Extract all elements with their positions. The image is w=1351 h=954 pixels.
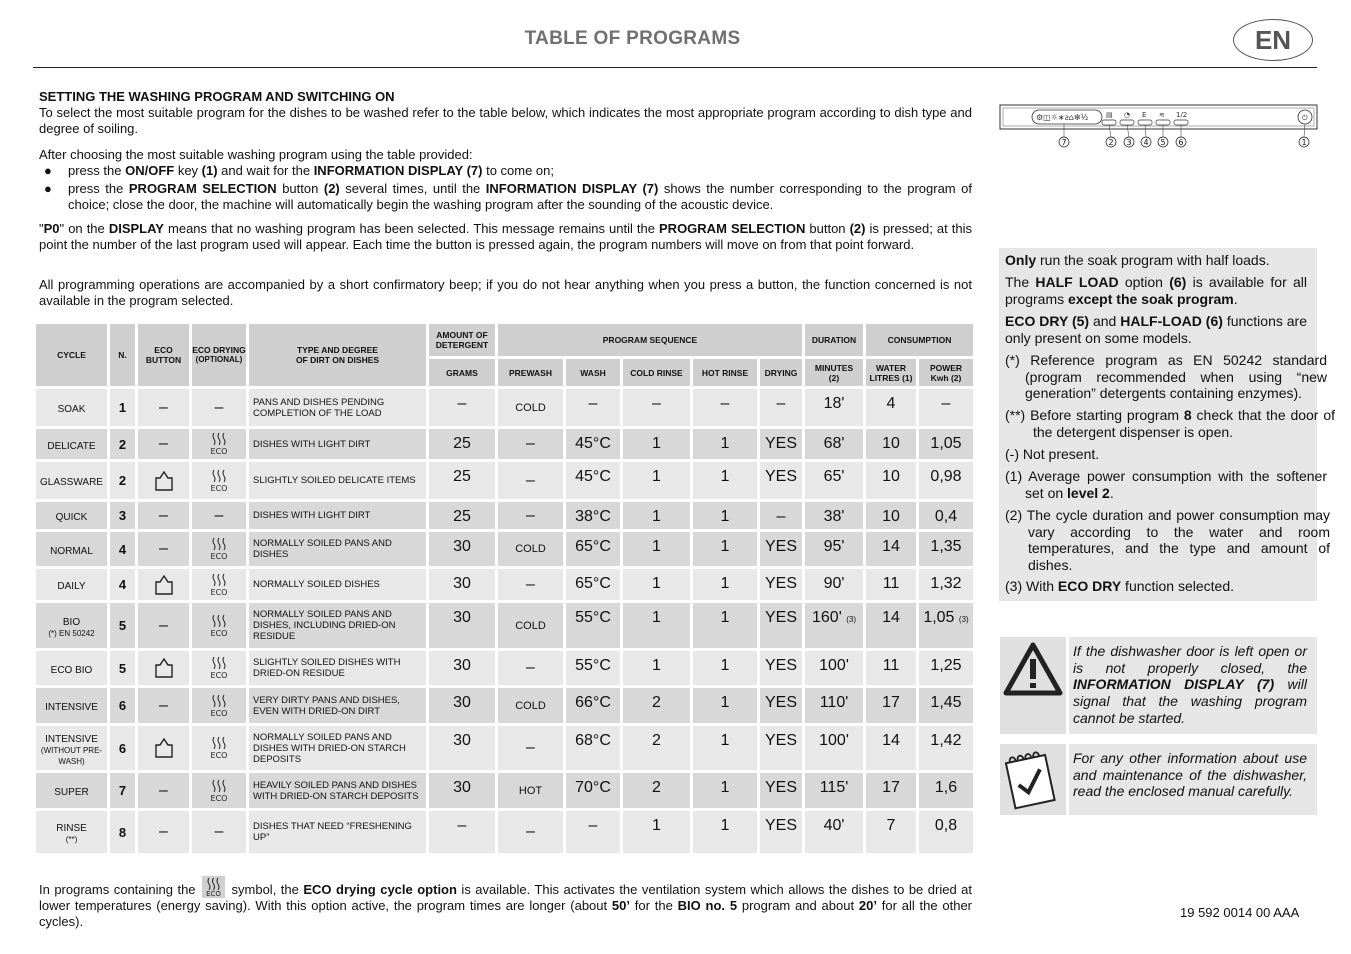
cell-drying: YES [760, 462, 802, 499]
table-row [36, 811, 973, 853]
eco-button-icon [154, 657, 174, 679]
cell-eco-button: – [138, 389, 189, 426]
cell-power: 1,35 [919, 532, 973, 566]
cell-eco-drying [192, 462, 246, 499]
cell-hot-rinse: 1 [693, 502, 757, 529]
cell-grams: 30 [429, 569, 495, 600]
table-row [36, 688, 973, 723]
svg-text:◔: ◔ [1124, 111, 1131, 119]
cell-hot-rinse: 1 [693, 726, 757, 770]
cell-water: 17 [866, 773, 916, 808]
cell-wash: 45°C [566, 429, 620, 459]
note: (3) With ECO DRY function selected. [1005, 578, 1235, 594]
cell-power: 1,42 [919, 726, 973, 770]
cell-wash: 70°C [566, 773, 620, 808]
cell-drying: YES [760, 651, 802, 685]
table-row [36, 429, 973, 459]
cell-water: 14 [866, 603, 916, 648]
cell-eco-button: – [138, 532, 189, 566]
cell-wash: – [566, 811, 620, 853]
cell-minutes: 90' [805, 569, 863, 600]
page-title: TABLE OF PROGRAMS [524, 28, 741, 49]
eco-drying-icon [208, 431, 230, 457]
eco-button-icon [154, 574, 174, 596]
cell-eco-drying [192, 726, 246, 770]
cell-eco-button: – [138, 502, 189, 529]
cell-hot-rinse: 1 [693, 651, 757, 685]
cell-water: 10 [866, 462, 916, 499]
cell-number: 2 [110, 462, 135, 499]
cell-prewash: COLD [498, 532, 563, 566]
cell-number: 4 [110, 569, 135, 600]
cell-number: 4 [110, 532, 135, 566]
cell-grams: – [429, 811, 495, 853]
cell-grams: 30 [429, 651, 495, 685]
cell-type: NORMALLY SOILED PANS AND DISHES [249, 532, 426, 566]
program-selection-button[interactable] [1102, 120, 1116, 125]
cell-water: 4 [866, 389, 916, 426]
header-wash: WASH [566, 359, 620, 386]
cell-hot-rinse: 1 [693, 773, 757, 808]
cell-power: 1,25 [919, 651, 973, 685]
cell-power: 1,05 (3) [919, 603, 973, 648]
table-row [36, 569, 973, 600]
svg-text:ECO: ECO [210, 587, 228, 597]
cell-cycle: SOAK [36, 389, 107, 426]
note: (1) Average power consumption with the softener set on level 2. [1005, 468, 1327, 501]
cell-drying: YES [760, 532, 802, 566]
cell-type: HEAVILY SOILED PANS AND DISHES WITH DRIED-ON STARCH DEPOSITS [249, 773, 426, 808]
svg-text:4: 4 [1143, 138, 1149, 147]
cell-drying: YES [760, 726, 802, 770]
cell-type: DISHES WITH LIGHT DIRT [249, 502, 426, 529]
svg-text:ECO: ECO [210, 483, 228, 493]
cell-drying: YES [760, 603, 802, 648]
cell-wash: 45°C [566, 462, 620, 499]
svg-text:ECO: ECO [210, 552, 228, 561]
svg-text:1/2: 1/2 [1176, 111, 1188, 119]
cell-prewash: – [498, 429, 563, 459]
cell-water: 10 [866, 502, 916, 529]
cell-minutes: 115' [805, 773, 863, 808]
cell-power: – [919, 389, 973, 426]
warning-text: If the dishwasher door is left open or is not properly closed, the INFORMATION DISPLAY (7) will signal that the washing program cannot be started. [1073, 643, 1307, 726]
cell-eco-button [138, 462, 189, 499]
cell-wash: 66°C [566, 688, 620, 723]
cell-power: 1,32 [919, 569, 973, 600]
cell-grams: 30 [429, 726, 495, 770]
cell-minutes: 110' [805, 688, 863, 723]
header-hot-rinse: HOT RINSE [693, 359, 757, 386]
panel-button[interactable] [1138, 120, 1152, 125]
control-panel-diagram [999, 104, 1319, 150]
header-duration: DURATION [805, 324, 863, 356]
note: ECO DRY (5) and HALF-LOAD (6) functions are only present on some models. [1005, 313, 1308, 346]
cell-cold-rinse: – [623, 389, 690, 426]
note: The HALF LOAD option (6) is available for all programs except the soak program. [1005, 274, 1307, 307]
header-number: N. [110, 324, 135, 386]
cell-cycle: DAILY [36, 569, 107, 600]
cell-prewash: COLD [498, 688, 563, 723]
cell-eco-drying [192, 569, 246, 600]
section-heading: SETTING THE WASHING PROGRAM AND SWITCHING ON [39, 89, 395, 104]
header-grams: GRAMS [429, 359, 495, 386]
svg-text:⚙◫☼∗ƨ⌂✻½: ⚙◫☼∗ƨ⌂✻½ [1036, 113, 1089, 122]
cell-wash: 55°C [566, 651, 620, 685]
cell-drying: YES [760, 811, 802, 853]
cell-grams: – [429, 389, 495, 426]
eco-drying-icon [208, 735, 230, 761]
header-prewash: PREWASH [498, 359, 563, 386]
cell-wash: 68°C [566, 726, 620, 770]
table-row [36, 389, 973, 426]
svg-text:5: 5 [1160, 138, 1166, 147]
svg-text:⏻: ⏻ [1302, 114, 1308, 122]
cell-drying: YES [760, 569, 802, 600]
cell-eco-button [138, 726, 189, 770]
cell-grams: 30 [429, 603, 495, 648]
cell-hot-rinse: 1 [693, 462, 757, 499]
cell-cycle: GLASSWARE [36, 462, 107, 499]
cell-number: 6 [110, 726, 135, 770]
cell-number: 6 [110, 688, 135, 723]
cell-drying: YES [760, 688, 802, 723]
cell-prewash: – [498, 726, 563, 770]
cell-number: 5 [110, 603, 135, 648]
cell-minutes: 40' [805, 811, 863, 853]
cell-minutes: 18' [805, 389, 863, 426]
eco-drying-icon [208, 468, 230, 494]
cell-eco-drying [192, 773, 246, 808]
intro-paragraph: All programming operations are accompanied by a short confirmatory beep; if you do not hear anything when you press a button, the function concerned is not available in the program selected. [39, 277, 972, 308]
cell-minutes: 68' [805, 429, 863, 459]
header-divider [33, 67, 1317, 68]
cell-type: SLIGHTLY SOILED DISHES WITH DRIED-ON RESIDUE [249, 651, 426, 685]
cell-cold-rinse: 2 [623, 688, 690, 723]
cell-minutes: 65' [805, 462, 863, 499]
svg-text:3: 3 [1126, 138, 1132, 147]
cell-type: DISHES THAT NEED “FRESHENING UP” [249, 811, 426, 853]
eco-drying-icon [208, 613, 230, 639]
header-consumption: CONSUMPTION [866, 324, 973, 356]
cell-number: 5 [110, 651, 135, 685]
bullet-dot: ● [44, 181, 52, 196]
info-text: For any other information about use and maintenance of the dishwasher, read the enclosed manual carefully. [1073, 750, 1307, 800]
svg-text:▤: ▤ [1106, 111, 1113, 119]
cell-type: SLIGHTLY SOILED DELICATE ITEMS [249, 462, 426, 499]
eco-button-icon [154, 470, 174, 492]
eco-drying-icon [208, 655, 230, 681]
cell-grams: 25 [429, 462, 495, 499]
cell-eco-drying: – [192, 502, 246, 529]
cell-cold-rinse: 1 [623, 502, 690, 529]
eco-drying-icon [208, 693, 230, 719]
cell-water: 17 [866, 688, 916, 723]
cell-eco-button: – [138, 603, 189, 648]
notes-panel [999, 248, 1335, 601]
cell-eco-drying [192, 651, 246, 685]
cell-number: 8 [110, 811, 135, 853]
cell-eco-button: – [138, 429, 189, 459]
eco-button-icon [154, 737, 174, 759]
svg-text:≋: ≋ [1159, 111, 1165, 119]
cell-prewash: COLD [498, 389, 563, 426]
cell-hot-rinse: – [693, 389, 757, 426]
cell-cycle: DELICATE [36, 429, 107, 459]
cell-water: 11 [866, 569, 916, 600]
cell-grams: 25 [429, 429, 495, 459]
cell-eco-drying [192, 603, 246, 648]
note: (2) The cycle duration and power consumption may vary according to the water and room temperatures, and the type and amount of dishes. [1005, 507, 1330, 573]
cell-cycle: BIO (*) EN 50242 [36, 603, 107, 648]
intro-paragraph: "P0" on the DISPLAY means that no washing program has been selected. This message remains until the PROGRAM SELECTION button (2) is pressed; at this point the number of the last program used will appear. Each time the button is pressed again, the program numbers will move on from that point forward. [39, 221, 972, 252]
cell-minutes: 38' [805, 502, 863, 529]
half-load-button[interactable] [1174, 120, 1188, 125]
intro-paragraph: To select the most suitable program for the dishes to be washed refer to the table below, which indicates the most appropriate program according to dish type and degree of soiling. [39, 105, 972, 136]
cell-prewash: – [498, 502, 563, 529]
cell-minutes: 95' [805, 532, 863, 566]
header-minutes: MINUTES (2) [805, 359, 863, 386]
cell-power: 1,6 [919, 773, 973, 808]
cell-type: NORMALLY SOILED PANS AND DISHES, INCLUDING DRIED-ON RESIDUE [249, 603, 426, 648]
cell-minutes: 100' [805, 651, 863, 685]
cell-prewash: – [498, 651, 563, 685]
cell-eco-button [138, 569, 189, 600]
cell-cold-rinse: 2 [623, 726, 690, 770]
cell-power: 0,4 [919, 502, 973, 529]
cell-power: 1,05 [919, 429, 973, 459]
cell-hot-rinse: 1 [693, 811, 757, 853]
warning-box [1000, 637, 1317, 734]
cell-type: PANS AND DISHES PENDING COMPLETION OF THE LOAD [249, 389, 426, 426]
cell-hot-rinse: 1 [693, 429, 757, 459]
cell-eco-drying [192, 429, 246, 459]
header-program-sequence: PROGRAM SEQUENCE [498, 324, 802, 356]
svg-text:ECO: ECO [210, 447, 228, 456]
header-power: POWER Kwh (2) [919, 359, 973, 386]
svg-text:ECO: ECO [210, 793, 228, 803]
header-cold-rinse: COLD RINSE [623, 359, 690, 386]
cell-power: 0,98 [919, 462, 973, 499]
cell-cycle: ECO BIO [36, 651, 107, 685]
cell-type: VERY DIRTY PANS AND DISHES, EVEN WITH DRIED-ON DIRT [249, 688, 426, 723]
cell-eco-button: – [138, 688, 189, 723]
svg-text:ECO: ECO [210, 671, 228, 680]
note: (*) Reference program as EN 50242 standard (program recommended when using “new generation” detergents containing enzymes). [1005, 352, 1327, 401]
cell-eco-drying [192, 688, 246, 723]
cell-prewash: – [498, 462, 563, 499]
cell-number: 3 [110, 502, 135, 529]
cell-prewash: – [498, 569, 563, 600]
cell-eco-button [138, 651, 189, 685]
svg-text:7: 7 [1061, 138, 1067, 147]
eco-drying-icon [208, 778, 230, 804]
cell-wash: 55°C [566, 603, 620, 648]
cell-wash: – [566, 389, 620, 426]
instruction-bullet: ● press the PROGRAM SELECTION button (2) several times, until the INFORMATION DISPLAY (7) shows the number corresponding to the program of choice; close the door, the machine will automatically begin the washing program after the sounding of the acoustic device. [44, 181, 972, 212]
cell-eco-drying: – [192, 811, 246, 853]
cell-power: 0,8 [919, 811, 973, 853]
cell-hot-rinse: 1 [693, 688, 757, 723]
header-eco-drying: ECO DRYING (OPTIONAL) [192, 324, 246, 386]
cell-water: 14 [866, 726, 916, 770]
cell-cold-rinse: 1 [623, 811, 690, 853]
cell-power: 1,45 [919, 688, 973, 723]
intro-paragraph: After choosing the most suitable washing program using the table provided: [39, 147, 473, 162]
table-row [36, 502, 973, 529]
cell-minutes: 100' [805, 726, 863, 770]
warning-icon [1000, 637, 1066, 734]
table-row [36, 726, 973, 770]
manual-notepad-icon [1000, 744, 1066, 815]
table-row [36, 462, 973, 499]
cell-type: NORMALLY SOILED PANS AND DISHES WITH DRIED-ON STARCH DEPOSITS [249, 726, 426, 770]
cell-drying: – [760, 502, 802, 529]
eco-drying-icon [208, 536, 230, 562]
svg-text:2: 2 [1108, 138, 1114, 147]
cell-cold-rinse: 1 [623, 651, 690, 685]
cell-cycle: INTENSIVE [36, 688, 107, 723]
cell-eco-drying [192, 532, 246, 566]
cell-cold-rinse: 1 [623, 603, 690, 648]
programs-table [33, 321, 976, 856]
cell-water: 11 [866, 651, 916, 685]
svg-text:ECO: ECO [206, 890, 221, 898]
note: (-) Not present. [1005, 446, 1100, 462]
cell-cycle: QUICK [36, 502, 107, 529]
cell-hot-rinse: 1 [693, 532, 757, 566]
eco-dry-button[interactable] [1156, 120, 1170, 125]
cell-cycle: RINSE (**) [36, 811, 107, 853]
cell-cold-rinse: 1 [623, 532, 690, 566]
cell-water: 14 [866, 532, 916, 566]
cell-cycle: NORMAL [36, 532, 107, 566]
cell-water: 7 [866, 811, 916, 853]
cell-number: 7 [110, 773, 135, 808]
cell-number: 1 [110, 389, 135, 426]
header-drying: DRYING [760, 359, 802, 386]
header-cycle: CYCLE [36, 324, 107, 386]
cell-minutes: 160' (3) [805, 603, 863, 648]
table-row [36, 773, 973, 808]
svg-text:1: 1 [1301, 138, 1307, 147]
cell-grams: 30 [429, 532, 495, 566]
cell-cycle: SUPER [36, 773, 107, 808]
header-detergent: AMOUNT OF DETERGENT [429, 324, 495, 356]
cell-cycle: INTENSIVE (WITHOUT PRE-WASH) [36, 726, 107, 770]
language-badge: EN [1233, 19, 1313, 61]
svg-text:ECO: ECO [210, 628, 228, 638]
instruction-bullet: ● press the ON/OFF key (1) and wait for the INFORMATION DISPLAY (7) to come on; [44, 163, 555, 178]
cell-wash: 38°C [566, 502, 620, 529]
cell-wash: 65°C [566, 532, 620, 566]
header-water: WATER LITRES (1) [866, 359, 916, 386]
cell-eco-drying: – [192, 389, 246, 426]
cell-hot-rinse: 1 [693, 569, 757, 600]
cell-drying: YES [760, 773, 802, 808]
cell-water: 10 [866, 429, 916, 459]
cell-wash: 65°C [566, 569, 620, 600]
cell-cold-rinse: 1 [623, 462, 690, 499]
header-eco-button: ECO BUTTON [138, 324, 189, 386]
svg-text:6: 6 [1178, 138, 1184, 147]
cell-prewash: COLD [498, 603, 563, 648]
bullet-dot: ● [44, 163, 52, 178]
cell-grams: 30 [429, 773, 495, 808]
svg-text:E: E [1142, 111, 1147, 119]
cell-number: 2 [110, 429, 135, 459]
cell-type: NORMALLY SOILED DISHES [249, 569, 426, 600]
cell-cold-rinse: 1 [623, 569, 690, 600]
note: Only run the soak program with half loads. [1005, 252, 1270, 268]
cell-cold-rinse: 2 [623, 773, 690, 808]
footer-note: In programs containing the ECO symbol, the ECO drying cycle option is available. This activates the ventilation system which allows the dishes to be dried at lower temperatures (energy saving). With this option active, the program times are longer (about 50’ for the BIO no. 5 program and about 20’ for all the other cycles). [39, 876, 972, 929]
svg-text:ECO: ECO [210, 751, 228, 760]
document-code: 19 592 0014 00 AAA [1180, 905, 1300, 920]
info-box [1000, 744, 1317, 815]
eco-drying-icon [202, 876, 225, 898]
cell-drying: YES [760, 429, 802, 459]
svg-text:ECO: ECO [210, 708, 228, 718]
table-row [36, 603, 973, 648]
cell-drying: – [760, 389, 802, 426]
cell-cold-rinse: 1 [623, 429, 690, 459]
table-row [36, 532, 973, 566]
eco-drying-icon [208, 572, 230, 598]
header-type: TYPE AND DEGREE OF DIRT ON DISHES [249, 324, 426, 386]
cell-grams: 30 [429, 688, 495, 723]
cell-grams: 25 [429, 502, 495, 529]
cell-type: DISHES WITH LIGHT DIRT [249, 429, 426, 459]
panel-button[interactable] [1120, 120, 1134, 125]
cell-eco-button: – [138, 773, 189, 808]
cell-eco-button: – [138, 811, 189, 853]
cell-prewash: HOT [498, 773, 563, 808]
cell-prewash: – [498, 811, 563, 853]
note: (**) Before starting program 8 check that the door of the detergent dispenser is open. [1005, 407, 1335, 440]
cell-hot-rinse: 1 [693, 603, 757, 648]
table-row [36, 651, 973, 685]
